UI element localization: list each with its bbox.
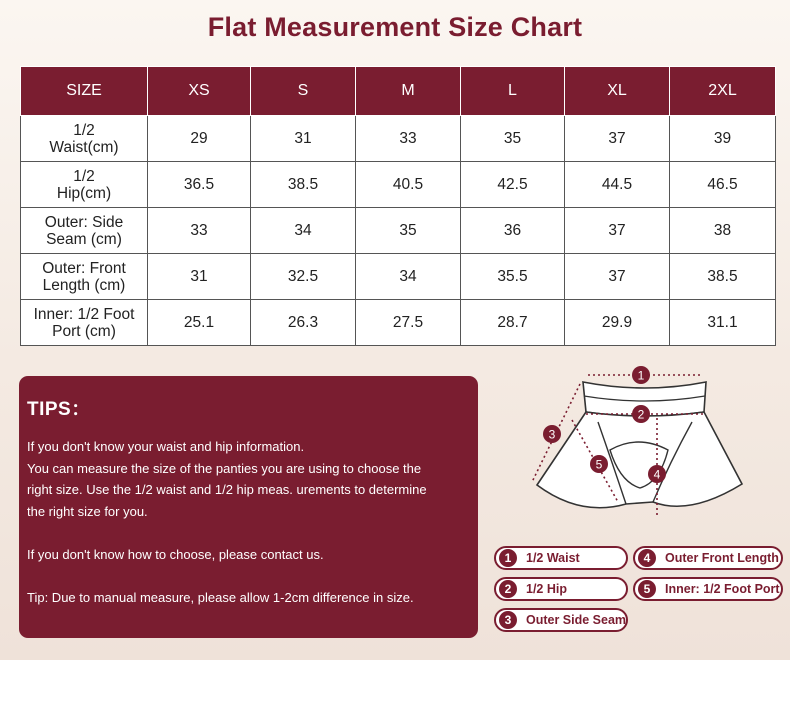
legend-label: Outer Side Seam [526, 613, 627, 627]
tips-spacer [27, 522, 475, 544]
tips-spacer [27, 565, 475, 587]
legend-label: Inner: 1/2 Foot Port [665, 582, 780, 596]
legend-label: 1/2 Waist [526, 551, 580, 565]
table-cell: 36.5 [148, 162, 251, 208]
table-cell: 34 [251, 208, 356, 254]
row-label: Outer: Side Seam (cm) [21, 208, 148, 254]
table-cell: 39 [670, 116, 776, 162]
svg-text:5: 5 [595, 457, 603, 472]
panty-measurement-diagram [520, 362, 770, 522]
table-cell: 25.1 [148, 300, 251, 346]
table-row [21, 300, 776, 346]
table-cell: 35 [356, 208, 461, 254]
header-m: M [356, 67, 461, 116]
tips-body [27, 436, 475, 608]
header-s: S [251, 67, 356, 116]
legend-number: 5 [638, 580, 656, 598]
legend-number: 3 [499, 611, 517, 629]
table-cell: 33 [148, 208, 251, 254]
table-cell: 37 [565, 208, 670, 254]
table-cell: 31 [251, 116, 356, 162]
row-label: Outer: Front Length (cm) [21, 254, 148, 300]
tips-line: If you don't know how to choose, please contact us. [27, 546, 324, 562]
table-cell: 33 [356, 116, 461, 162]
row-label: 1/2 Waist(cm) [21, 116, 148, 162]
table-cell: 29.9 [565, 300, 670, 346]
table-row [21, 162, 776, 208]
legend-foot-port [633, 577, 783, 601]
header-l: L [461, 67, 565, 116]
tips-line: You can measure the size of the panties you are using to choose the [27, 460, 422, 476]
svg-text:2: 2 [637, 407, 645, 422]
row-label: 1/2 Hip(cm) [21, 162, 148, 208]
table-cell: 35 [461, 116, 565, 162]
svg-text:3: 3 [548, 427, 556, 442]
table-cell: 38.5 [251, 162, 356, 208]
size-chart-table [20, 66, 776, 346]
table-cell: 34 [356, 254, 461, 300]
header-2xl: 2XL [670, 67, 776, 116]
tips-title: TIPS： [27, 399, 91, 420]
marker-2 [632, 405, 650, 423]
legend-number: 2 [499, 580, 517, 598]
table-cell: 37 [565, 116, 670, 162]
header-xs: XS [148, 67, 251, 116]
table-cell: 32.5 [251, 254, 356, 300]
page-title: Flat Measurement Size Chart [207, 12, 583, 42]
table-cell: 31.1 [670, 300, 776, 346]
marker-5 [590, 455, 608, 473]
table-cell: 38.5 [670, 254, 776, 300]
legend-label: 1/2 Hip [526, 582, 567, 596]
table-row [21, 254, 776, 300]
header-xl: XL [565, 67, 670, 116]
table-cell: 40.5 [356, 162, 461, 208]
legend-number: 4 [638, 549, 656, 567]
marker-3 [543, 425, 561, 443]
table-row [21, 208, 776, 254]
legend-front-length [633, 546, 783, 570]
table-cell: 37 [565, 254, 670, 300]
legend-waist [494, 546, 628, 570]
table-cell: 44.5 [565, 162, 670, 208]
table-cell: 46.5 [670, 162, 776, 208]
tips-line: right size. Use the 1/2 waist and 1/2 hip meas. urements to determine [27, 482, 427, 497]
marker-1 [632, 366, 650, 384]
table-cell: 29 [148, 116, 251, 162]
legend-label: Outer Front Length [665, 551, 779, 565]
legend-side-seam [494, 608, 628, 632]
table-cell: 42.5 [461, 162, 565, 208]
tips-line: the right size for you. [27, 503, 148, 519]
table-row [21, 116, 776, 162]
table-cell: 26.3 [251, 300, 356, 346]
table-cell: 35.5 [461, 254, 565, 300]
row-label: Inner: 1/2 Foot Port (cm) [21, 300, 148, 346]
tips-line: If you don't know your waist and hip information. [27, 439, 305, 454]
table-cell: 28.7 [461, 300, 565, 346]
legend-number: 1 [499, 549, 517, 567]
svg-text:1: 1 [637, 368, 645, 383]
table-header-row [21, 67, 776, 116]
header-size: SIZE [21, 67, 148, 116]
table-cell: 36 [461, 208, 565, 254]
table-cell: 31 [148, 254, 251, 300]
table-cell: 38 [670, 208, 776, 254]
tips-panel [19, 376, 478, 638]
marker-4 [648, 465, 666, 483]
legend-hip [494, 577, 628, 601]
table-cell: 27.5 [356, 300, 461, 346]
svg-text:4: 4 [653, 467, 661, 482]
tips-line: Tip: Due to manual measure, please allow 1-2cm difference in size. [27, 589, 414, 605]
